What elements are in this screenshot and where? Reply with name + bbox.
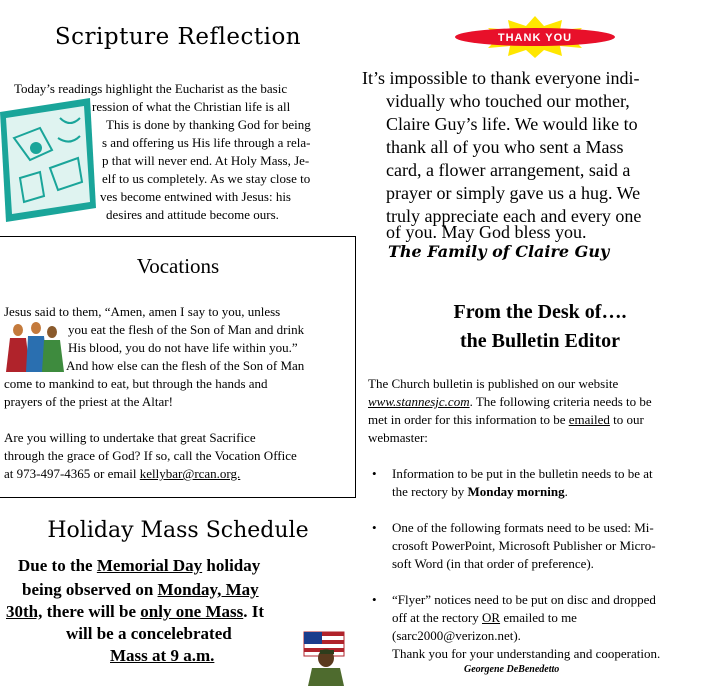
holiday-line [22,580,259,600]
editor-line [392,610,577,626]
editor-line [368,394,652,410]
holiday-text: . It [243,602,265,621]
flag-soldier-icon [300,628,350,686]
vocations-line: prayers of the priest at the Altar! [4,394,173,409]
bullet-icon: • [372,520,377,535]
vocations-line: Jesus said to them, “Amen, amen I say to you, unless [4,304,281,319]
editor-text: emailed to me [500,610,577,625]
scripture-line: This is done by thanking God for being [106,117,311,132]
editor-line [368,412,644,428]
editor-text: . The following criteria needs to be [469,394,652,409]
thank-you-line: thank all of you who sent a Mass [386,137,624,157]
editor-text: OR [482,610,501,625]
holiday-text: holiday [202,556,261,575]
holiday-text: Due to the [18,556,97,575]
editor-signature: Georgene DeBenedetto [464,664,560,675]
editor-title-line1: From the Desk of…. [453,301,627,323]
holiday-line [6,602,264,622]
emailed-link[interactable]: emailed [568,412,610,427]
scripture-clipart-icon [0,98,96,222]
holiday-text: there will be [42,602,141,621]
vocations-line: His blood, you do not have life within you.” [68,340,298,355]
website-link[interactable]: www.stannesjc.com [368,394,470,409]
scripture-line: elf to us completely. As we stay close to [102,171,311,186]
editor-text: off at the rectory [392,610,482,625]
editor-text: to our [609,412,644,427]
bullet-icon: • [372,592,377,607]
scripture-line: p that will never end. At Holy Mass, Je- [102,153,310,168]
holiday-title: Holiday Mass Schedule [47,518,309,543]
editor-line: webmaster: [368,430,428,445]
thank-you-line: of you. May God bless you. [386,222,587,242]
scripture-title: Scripture Reflection [54,24,302,50]
editor-line: The Church bulletin is published on our website [368,376,619,391]
holiday-line [110,646,214,666]
bullet-icon: • [372,466,377,481]
editor-line: crosoft PowerPoint, Microsoft Publisher or Micro- [392,538,656,553]
editor-text: Monday morning [467,484,565,499]
thank-you-signature: The Family of Claire Guy [388,242,610,261]
scripture-line: Today’s readings highlight the Eucharist as the basic [14,81,288,96]
scripture-line: s and offering us His life through a rela- [102,135,311,150]
vocations-contact-text: at 973-497-4365 or email [4,466,140,481]
thank-you-badge-text: THANK YOU [497,32,573,44]
vocations-line: Are you willing to undertake that great Sacrifice [4,430,256,445]
holiday-text: 30th, [6,602,43,621]
editor-title [362,298,718,356]
vocations-line: come to mankind to eat, but through the hands and [4,376,268,391]
editor-text: . [564,484,568,499]
vocations-email-link[interactable]: kellybar@rcan.org. [139,466,241,481]
vocations-title: Vocations [136,254,220,278]
scripture-line: desires and attitude become ours. [106,207,279,222]
holiday-text: Memorial Day [96,556,203,575]
editor-text: met in order for this information to be [368,412,569,427]
editor-line [392,484,568,500]
thank-you-line: card, a flower arrangement, said a [386,160,631,180]
holiday-text: only one Mass [140,602,244,621]
editor-line: Thank you for your understanding and cooperation. [392,646,661,661]
vocations-line [4,466,240,482]
editor-line: soft Word (in that order of preference). [392,556,594,571]
editor-line: One of the following formats need to be used: Mi- [392,520,654,535]
thank-you-badge [452,16,618,58]
holiday-text: Monday, May [157,580,259,599]
vocations-line: through the grace of God? If so, call the Vocation Office [4,448,297,463]
thank-you-line: It’s impossible to thank everyone indi- [362,68,640,88]
thank-you-line: vidually who touched our mother, [386,91,630,111]
thank-you-line: prayer or simply gave us a hug. We [386,183,641,203]
vocations-line: And how else can the flesh of the Son of Man [66,358,305,373]
editor-text: the rectory by [392,484,468,499]
holiday-line [18,556,260,576]
thank-you-line: Claire Guy’s life. We would like to [386,114,638,134]
editor-line: Information to be put in the bulletin needs to be at [392,466,653,481]
holiday-text: Mass at 9 a.m. [110,646,215,665]
editor-title-line2: the Bulletin Editor [459,330,620,352]
holiday-text: being observed on [22,580,158,599]
holiday-line: will be a concelebrated [66,624,232,643]
scripture-line: ression of what the Christian life is all [92,99,291,114]
scripture-line: ves become entwined with Jesus: his [100,189,291,204]
editor-line: (sarc2000@verizon.net). [392,628,521,643]
clergy-group-icon [4,320,64,372]
vocations-line: you eat the flesh of the Son of Man and drink [68,322,305,337]
thank-you-line: truly appreciate each and every one [386,206,642,226]
editor-line: “Flyer” notices need to be put on disc and dropped [392,592,656,607]
